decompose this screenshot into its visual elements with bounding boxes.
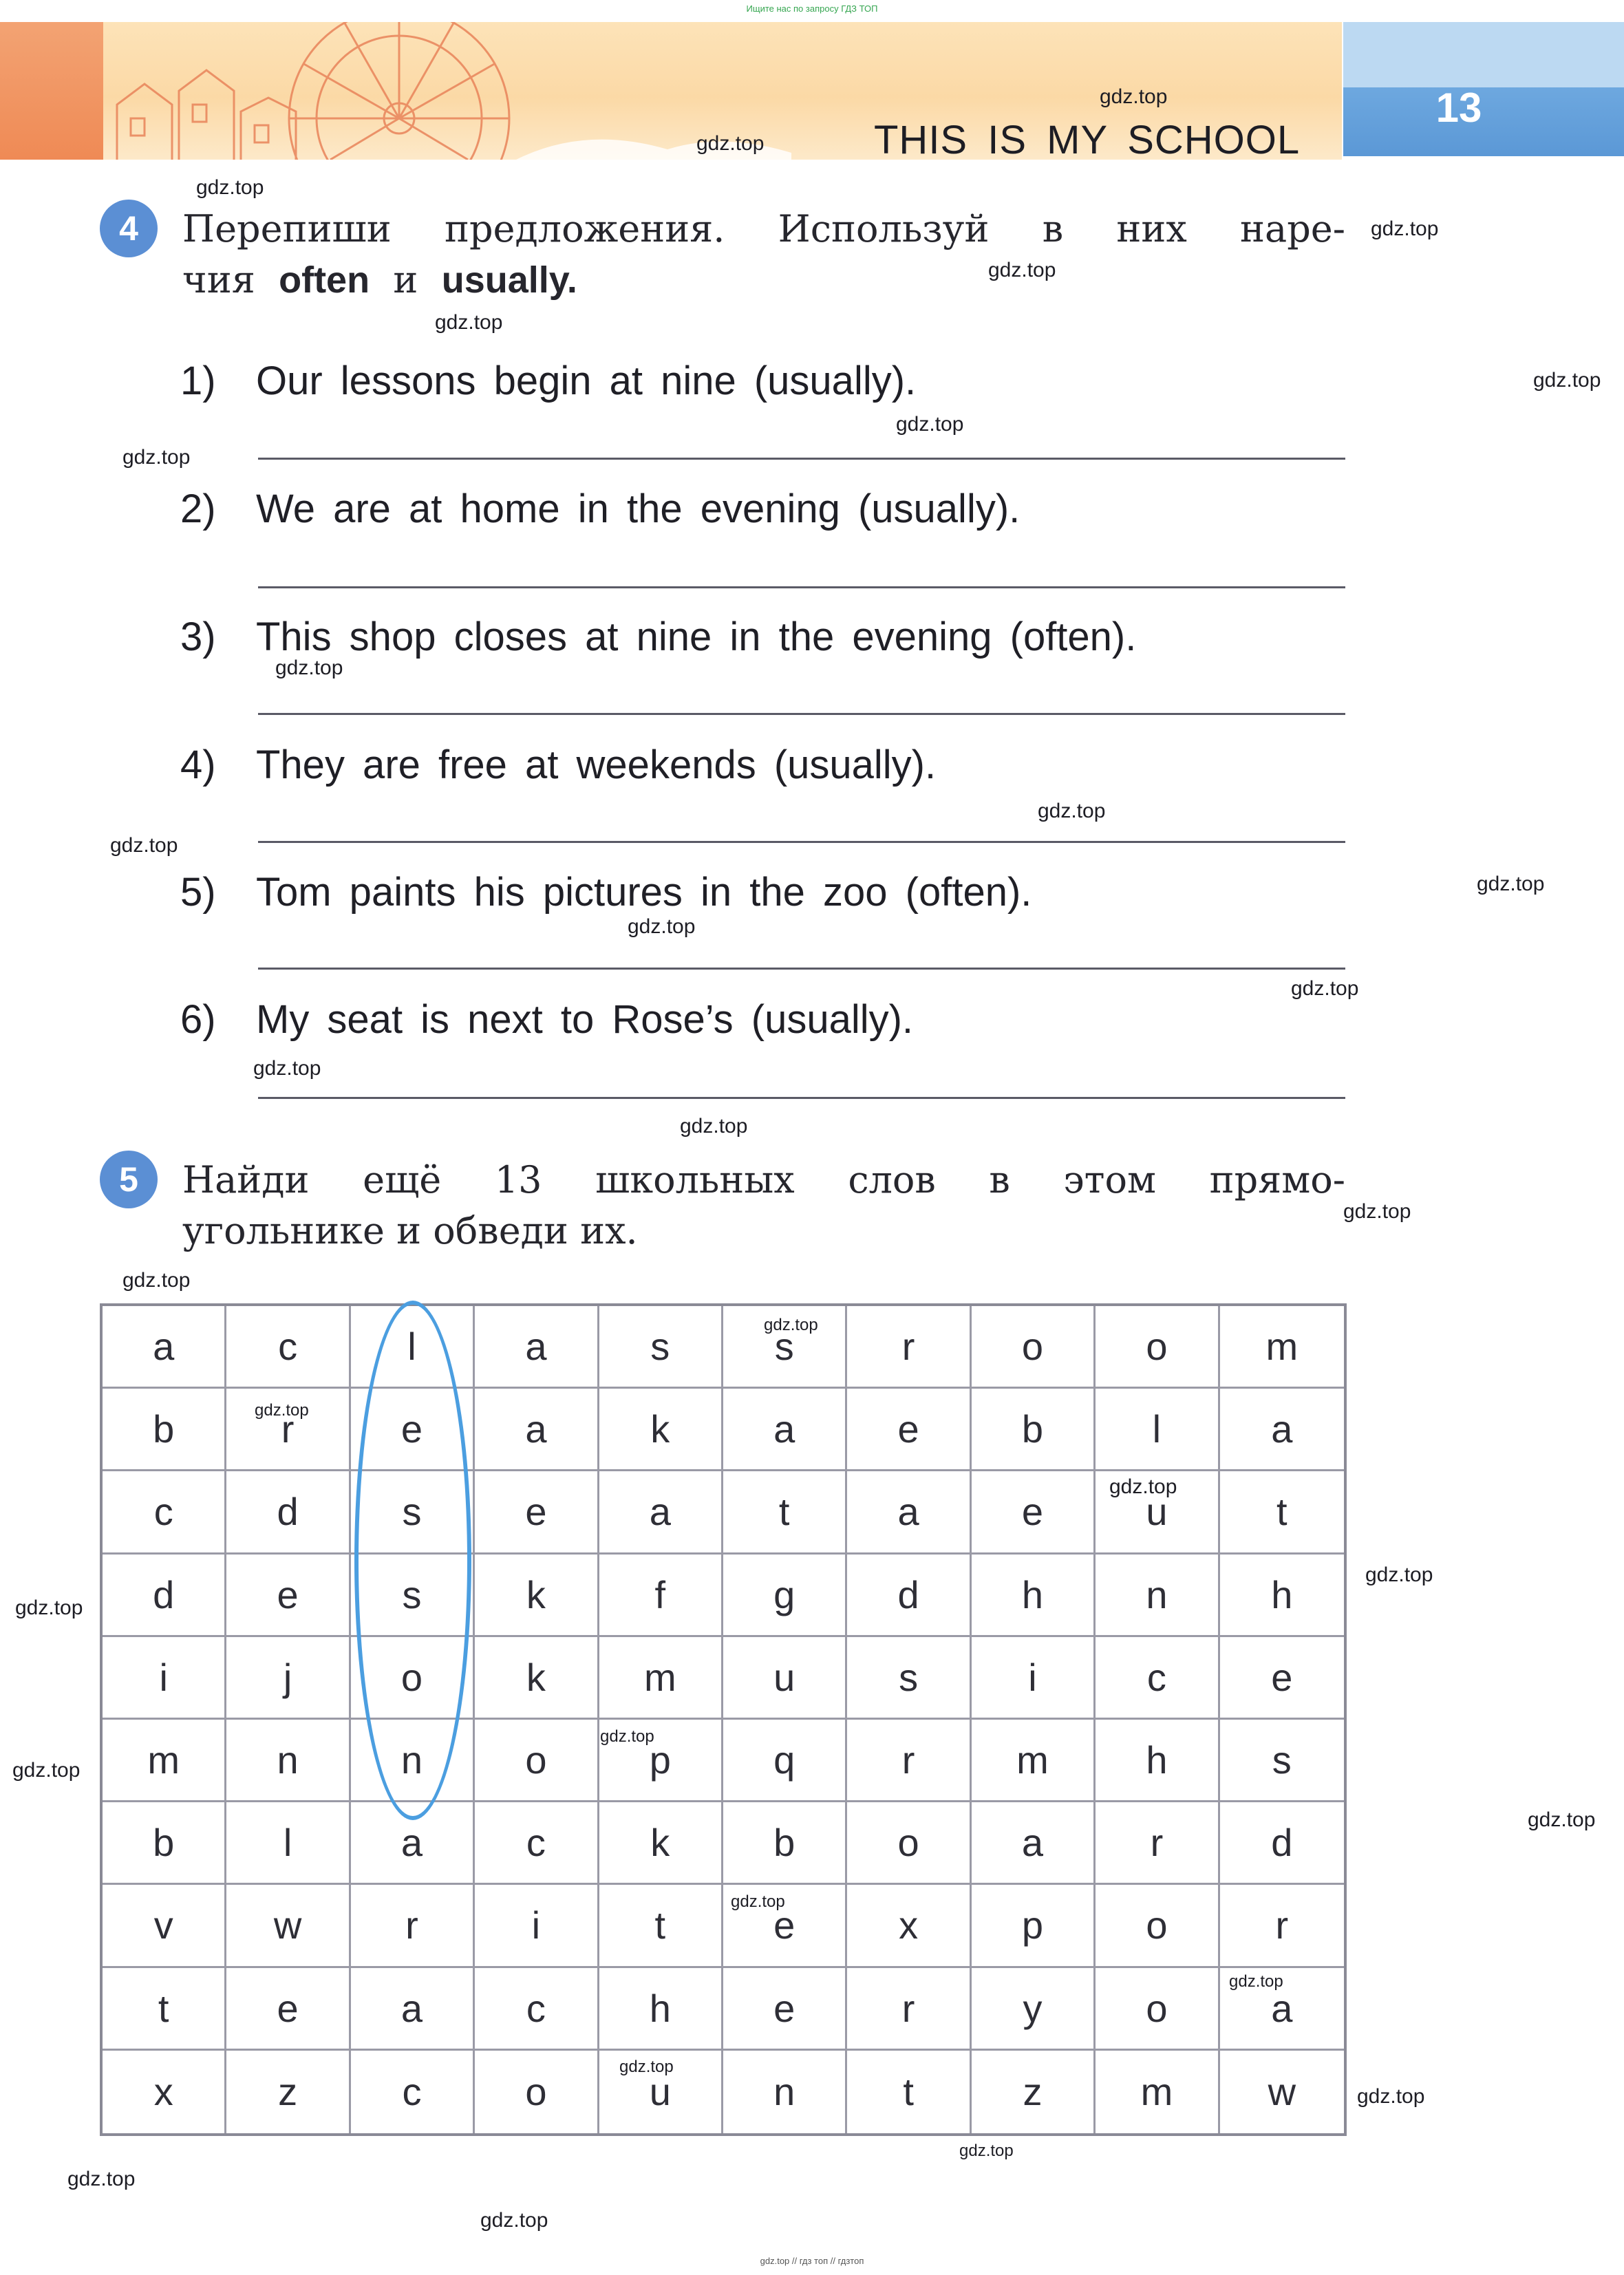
- grid-cell[interactable]: n: [1096, 1555, 1219, 1637]
- answer-line-6[interactable]: [258, 1097, 1345, 1099]
- sentence-text: This shop closes at nine in the evening (often).: [256, 615, 1137, 659]
- sentence-text: My seat is next to Rose’s (usually).: [256, 997, 914, 1042]
- bottom-note: gdz.top // гдз топ // гдзтоп: [760, 2256, 864, 2266]
- grid-cell[interactable]: t: [847, 2051, 971, 2133]
- watermark: gdz.top: [1477, 873, 1545, 895]
- sentence-3: [180, 614, 1136, 660]
- watermark: gdz.top: [619, 2058, 674, 2076]
- grid-cell[interactable]: u: [723, 1637, 847, 1720]
- answer-line-5[interactable]: [258, 968, 1345, 970]
- watermark: gdz.top: [15, 1596, 83, 1619]
- grid-cell[interactable]: u: [1096, 1471, 1219, 1554]
- word-search-grid: [100, 1303, 1347, 2136]
- sentence-text: We are at home in the evening (usually).: [256, 487, 1021, 531]
- grid-cell[interactable]: k: [475, 1555, 599, 1637]
- grid-cell[interactable]: m: [1220, 1306, 1344, 1389]
- answer-line-1[interactable]: [258, 458, 1345, 460]
- grid-cell[interactable]: t: [1220, 1471, 1344, 1554]
- watermark: gdz.top: [680, 1115, 748, 1138]
- watermark: gdz.top: [1109, 1475, 1177, 1498]
- watermark: gdz.top: [1229, 1972, 1283, 1991]
- grid-cell[interactable]: m: [972, 1720, 1096, 1802]
- circled-word-lessons: [354, 1301, 471, 1820]
- watermark: gdz.top: [628, 915, 696, 938]
- watermark: gdz.top: [253, 1057, 321, 1080]
- grid-cell[interactable]: g: [723, 1555, 847, 1637]
- header-orange-block: [0, 22, 107, 160]
- grid-cell[interactable]: k: [599, 1802, 723, 1885]
- grid-cell[interactable]: d: [103, 1555, 226, 1637]
- exercise-5-task-line2: угольнике и обведи их.: [182, 1209, 638, 1252]
- sentence-number: 4): [180, 743, 216, 787]
- watermark: gdz.top: [1100, 85, 1168, 108]
- grid-cell[interactable]: t: [599, 1885, 723, 1967]
- grid-cell[interactable]: j: [226, 1637, 350, 1720]
- grid-cell[interactable]: o: [475, 2051, 599, 2133]
- grid-cell[interactable]: m: [1096, 2051, 1219, 2133]
- grid-cell[interactable]: a: [351, 1802, 475, 1885]
- grid-cell[interactable]: r: [1220, 1885, 1344, 1967]
- grid-cell[interactable]: o: [847, 1802, 971, 1885]
- grid-cell[interactable]: e: [723, 1885, 847, 1967]
- grid-cell[interactable]: m: [599, 1637, 723, 1720]
- unit-title: THIS IS MY SCHOOL: [874, 118, 1301, 162]
- watermark: gdz.top: [696, 132, 765, 155]
- grid-cell[interactable]: n: [351, 1720, 475, 1802]
- grid-cell[interactable]: p: [599, 1720, 723, 1802]
- exercise-5-task-line1: Найди ещё 13 школьных слов в этом прямо-: [182, 1158, 1345, 1201]
- grid-cell[interactable]: h: [1096, 1720, 1219, 1802]
- grid-cell[interactable]: l: [226, 1802, 350, 1885]
- grid-cell[interactable]: e: [226, 1555, 350, 1637]
- grid-cell[interactable]: a: [599, 1471, 723, 1554]
- grid-cell[interactable]: a: [475, 1306, 599, 1389]
- grid-cell[interactable]: s: [351, 1471, 475, 1554]
- grid-cell[interactable]: e: [847, 1389, 971, 1471]
- grid-cell[interactable]: h: [599, 1968, 723, 2051]
- sentence-number: 5): [180, 870, 216, 915]
- grid-cell[interactable]: a: [1220, 1968, 1344, 2051]
- grid-cell[interactable]: s: [351, 1555, 475, 1637]
- grid-cell[interactable]: o: [351, 1637, 475, 1720]
- watermark: gdz.top: [255, 1401, 309, 1420]
- grid-cell[interactable]: s: [1220, 1720, 1344, 1802]
- grid-cell[interactable]: a: [723, 1389, 847, 1471]
- watermark: gdz.top: [1528, 1808, 1596, 1831]
- grid-cell[interactable]: e: [723, 1968, 847, 2051]
- grid-cell[interactable]: i: [972, 1637, 1096, 1720]
- answer-line-4[interactable]: [258, 841, 1345, 843]
- grid-cell[interactable]: m: [103, 1720, 226, 1802]
- watermark: gdz.top: [600, 1727, 654, 1746]
- grid-cell[interactable]: b: [103, 1802, 226, 1885]
- sentence-4: [180, 742, 936, 788]
- grid-cell[interactable]: o: [972, 1306, 1096, 1389]
- grid-cell[interactable]: o: [1096, 1306, 1219, 1389]
- grid-cell[interactable]: o: [475, 1720, 599, 1802]
- watermark: gdz.top: [435, 311, 503, 334]
- grid-cell[interactable]: v: [103, 1885, 226, 1967]
- keyword-usually: usually.: [441, 259, 577, 301]
- watermark: gdz.top: [196, 176, 264, 199]
- grid-cell[interactable]: c: [226, 1306, 350, 1389]
- grid-cell[interactable]: s: [599, 1306, 723, 1389]
- sentence-text: Tom paints his pictures in the zoo (often).: [256, 870, 1032, 915]
- watermark: gdz.top: [122, 446, 191, 469]
- grid-cell[interactable]: b: [103, 1389, 226, 1471]
- grid-cell[interactable]: x: [103, 2051, 226, 2133]
- watermark: gdz.top: [1357, 2085, 1425, 2108]
- grid-cell[interactable]: t: [723, 1471, 847, 1554]
- grid-cell[interactable]: e: [475, 1471, 599, 1554]
- watermark: gdz.top: [1038, 800, 1106, 822]
- watermark: gdz.top: [1371, 217, 1439, 240]
- grid-cell[interactable]: k: [475, 1637, 599, 1720]
- grid-cell[interactable]: c: [103, 1471, 226, 1554]
- answer-line-2[interactable]: [258, 586, 1345, 588]
- watermark: gdz.top: [67, 2168, 136, 2190]
- grid-cell[interactable]: r: [1096, 1802, 1219, 1885]
- sentence-number: 3): [180, 615, 216, 659]
- grid-cell[interactable]: o: [1096, 1968, 1219, 2051]
- grid-cell[interactable]: e: [351, 1389, 475, 1471]
- grid-cell[interactable]: c: [1096, 1637, 1219, 1720]
- sentence-text: Our lessons begin at nine (usually).: [256, 359, 917, 403]
- grid-cell[interactable]: d: [1220, 1802, 1344, 1885]
- watermark: gdz.top: [12, 1759, 81, 1782]
- grid-cell[interactable]: a: [847, 1471, 971, 1554]
- watermark: gdz.top: [764, 1316, 818, 1334]
- grid-cell[interactable]: r: [847, 1306, 971, 1389]
- sentence-number: 6): [180, 997, 216, 1042]
- grid-cell[interactable]: n: [226, 1720, 350, 1802]
- watermark: gdz.top: [896, 413, 964, 436]
- top-promo-note: Ищите нас по запросу ГДЗ ТОП: [746, 3, 878, 14]
- watermark: gdz.top: [275, 656, 343, 679]
- grid-cell[interactable]: q: [723, 1720, 847, 1802]
- grid-cell[interactable]: t: [103, 1968, 226, 2051]
- grid-cell[interactable]: l: [1096, 1389, 1219, 1471]
- grid-cell[interactable]: k: [599, 1389, 723, 1471]
- grid-cell[interactable]: w: [226, 1885, 350, 1967]
- exercise-4-number: 4: [100, 200, 158, 257]
- watermark: gdz.top: [1343, 1200, 1411, 1223]
- answer-line-3[interactable]: [258, 713, 1345, 715]
- task-text: чия: [182, 258, 255, 301]
- grid-cell[interactable]: l: [351, 1306, 475, 1389]
- grid-cell[interactable]: n: [723, 2051, 847, 2133]
- grid-cell[interactable]: a: [1220, 1389, 1344, 1471]
- grid-cell[interactable]: c: [351, 2051, 475, 2133]
- sentence-1: [180, 358, 916, 404]
- grid-cell[interactable]: a: [972, 1802, 1096, 1885]
- grid-cell[interactable]: p: [972, 1885, 1096, 1967]
- grid-cell[interactable]: f: [599, 1555, 723, 1637]
- sentence-text: They are free at weekends (usually).: [256, 743, 937, 787]
- sentence-2: [180, 486, 1020, 532]
- header-blue-strip: [1343, 22, 1624, 87]
- task-text: и: [393, 258, 418, 301]
- grid-cell[interactable]: d: [226, 1471, 350, 1554]
- keyword-often: often: [279, 259, 370, 301]
- grid-cell[interactable]: u: [599, 2051, 723, 2133]
- grid-cell[interactable]: h: [972, 1555, 1096, 1637]
- grid-cell[interactable]: r: [351, 1885, 475, 1967]
- page-number: 13: [1435, 85, 1482, 131]
- sentence-6: [180, 996, 913, 1043]
- grid-cell[interactable]: z: [226, 2051, 350, 2133]
- sentence-number: 1): [180, 359, 216, 403]
- grid-cell[interactable]: e: [972, 1471, 1096, 1554]
- grid-cell[interactable]: a: [351, 1968, 475, 2051]
- grid-cell[interactable]: y: [972, 1968, 1096, 2051]
- grid-cell[interactable]: c: [475, 1968, 599, 2051]
- grid-cell[interactable]: r: [226, 1389, 350, 1471]
- grid-cell[interactable]: z: [972, 2051, 1096, 2133]
- exercise-5-number: 5: [100, 1151, 158, 1208]
- sentence-number: 2): [180, 487, 216, 531]
- watermark: gdz.top: [110, 834, 178, 857]
- sentence-5: [180, 869, 1032, 915]
- watermark: gdz.top: [959, 2142, 1014, 2160]
- watermark: gdz.top: [122, 1269, 191, 1292]
- grid-cell[interactable]: e: [1220, 1637, 1344, 1720]
- grid-cell[interactable]: r: [847, 1968, 971, 2051]
- watermark: gdz.top: [1291, 977, 1359, 1000]
- grid-cell[interactable]: i: [103, 1637, 226, 1720]
- grid-cell[interactable]: s: [847, 1637, 971, 1720]
- grid-cell[interactable]: b: [972, 1389, 1096, 1471]
- exercise-4-task-line1: Перепиши предложения. Используй в них наре-: [182, 207, 1345, 250]
- watermark: gdz.top: [480, 2209, 548, 2232]
- grid-cell[interactable]: a: [475, 1389, 599, 1471]
- grid-cell[interactable]: r: [847, 1720, 971, 1802]
- watermark: gdz.top: [731, 1892, 785, 1911]
- grid-cell[interactable]: b: [723, 1802, 847, 1885]
- grid-cell[interactable]: d: [847, 1555, 971, 1637]
- grid-cell[interactable]: a: [103, 1306, 226, 1389]
- watermark: gdz.top: [1365, 1563, 1433, 1586]
- grid-cell[interactable]: c: [475, 1802, 599, 1885]
- grid-cell[interactable]: w: [1268, 2070, 1296, 2114]
- grid-cell[interactable]: o: [1096, 1885, 1219, 1967]
- watermark: gdz.top: [988, 259, 1056, 281]
- grid-cell[interactable]: x: [847, 1885, 971, 1967]
- watermark: gdz.top: [1533, 369, 1601, 392]
- grid-cell[interactable]: s: [723, 1306, 847, 1389]
- exercise-4-task-line2: [182, 255, 577, 306]
- grid-cell[interactable]: i: [475, 1885, 599, 1967]
- grid-cell[interactable]: e: [226, 1968, 350, 2051]
- grid-cell[interactable]: h: [1220, 1555, 1344, 1637]
